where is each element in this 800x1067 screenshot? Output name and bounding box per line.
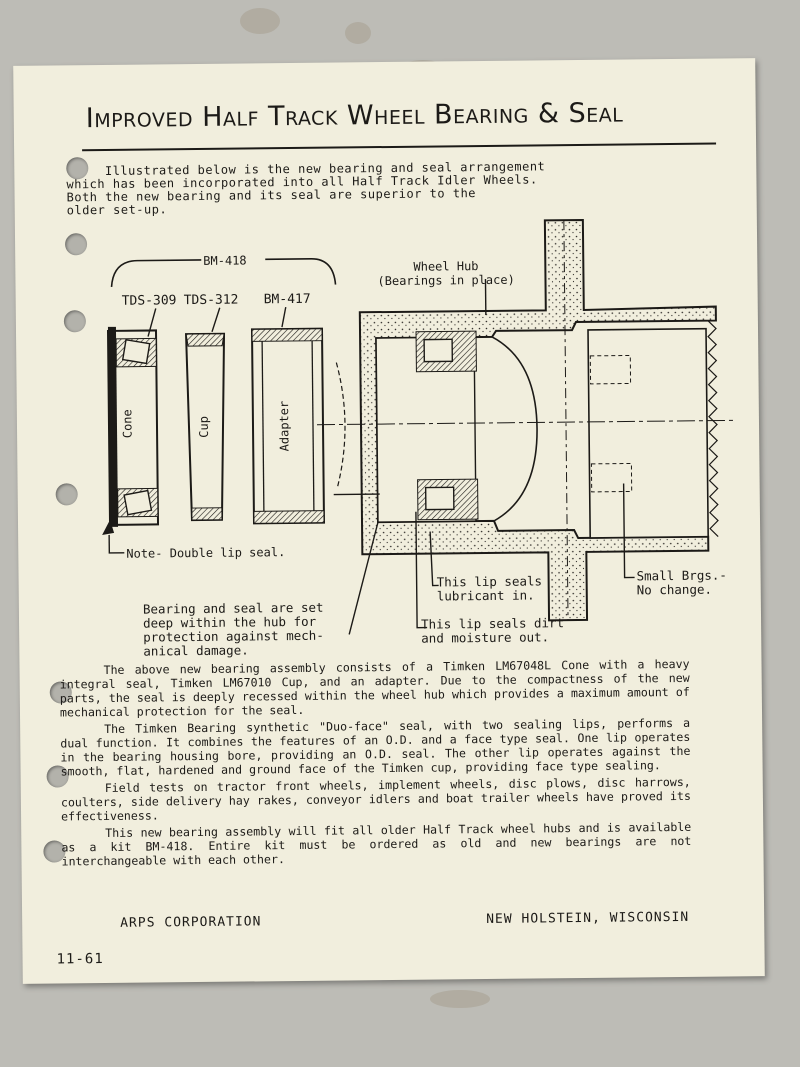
lip-lubricant-label: This lip seals lubricant in. [436,573,543,604]
body-text [59,657,691,872]
page-title: Improved Half Track Wheel Bearing & Seal [85,97,624,135]
bearing-seal-note: Bearing and seal are set deep within the hub for protection against mech- anical damage. [142,599,324,659]
wheel-hub-label: Wheel Hub (Bearings in place) [377,259,515,289]
paragraph: The Timken Bearing synthetic "Duo-face" seal, with two sealing lips, performs a dual function. It combines the features of an O.D. and a face type seal. One lip operates in the bearing housing bore, providing an O.D. seal. The other lip operates against the smooth, flat, hardened and ground face of the Timken cup, providing face type sealing. [60,715,691,779]
lip-dirt-label: This lip seals dirt and moisture out. [421,615,565,646]
paragraph: The above new bearing assembly consists of a Timken LM67048L Cone with a heavy integral seal, Timken LM67010 Cup, and an adapter. Due to the compactness of the new parts, the seal is deeply recessed within the wheel hub which provides a maximum amount of mechanical protection for the seal. [59,656,690,720]
part-name-adapter: Adapter [277,400,292,452]
company-name: ARPS CORPORATION [120,914,262,931]
background-stain [345,22,371,44]
part-name-cone: Cone [120,409,135,439]
note-double-lip: Note- Double lip seal. [126,545,286,561]
background-stain [240,8,280,34]
small-brgs-label: Small Brgs.- No change. [636,567,727,598]
paragraph: Field tests on tractor front wheels, implement wheels, disc plows, disc harrows, coulters, side delivery hay rakes, conveyor idlers and boat trailer wheels have proved its effectiveness. [60,774,691,824]
document-page [13,58,765,984]
page-number: 11-61 [56,951,104,968]
intro-text: Illustrated below is the new bearing and seal arrangement which has been incorporated into all Half Track Idler Wheels. Both the new bearing and its seal are superior to the older set-up. [66,159,546,218]
part-label-tds312: TDS-312 [183,292,239,309]
kit-label: BM-418 [203,253,247,268]
part-name-cup: Cup [196,416,211,438]
background-stain [430,990,490,1008]
paragraph: This new bearing assembly will fit all older Half Track wheel hubs and is available as a kit BM-418. Entire kit must be ordered as old and new bearings are not interchangeable with each other. [61,819,692,869]
part-label-bm417: BM-417 [263,291,311,308]
company-location: NEW HOLSTEIN, WISCONSIN [486,909,690,928]
part-label-tds309: TDS-309 [121,293,177,309]
